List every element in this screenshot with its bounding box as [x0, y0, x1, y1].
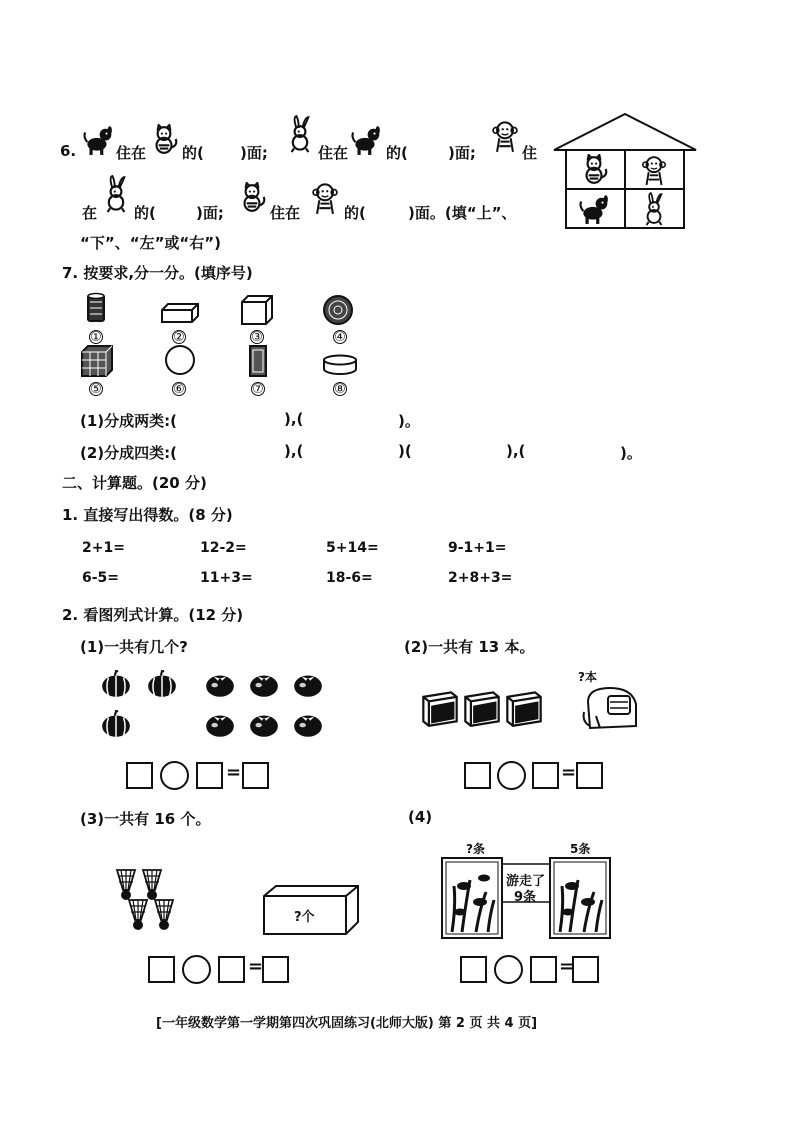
cube-icon: [240, 294, 274, 326]
answer-box[interactable]: [532, 762, 559, 789]
answer-box[interactable]: [242, 762, 269, 789]
arith-item: 11+3=: [200, 570, 253, 586]
ball-icon: [322, 294, 354, 326]
arith-item: 18-6=: [326, 570, 373, 586]
operator-circle[interactable]: [182, 955, 211, 984]
shuttlecock-icon: [126, 898, 150, 932]
q6-text: 住在: [270, 204, 301, 222]
q1-title: 1. 直接写出得数。(8 分): [62, 506, 233, 524]
item-label: ⑥: [173, 382, 185, 397]
pumpkin-icon: [146, 670, 178, 698]
equals-sign: =: [248, 956, 264, 977]
unknown-fish-label: ?条: [466, 842, 485, 856]
page-footer: [一年级数学第一学期第四次巩固练习(北师大版) 第 2 页 共 4 页]: [156, 1016, 538, 1031]
q7-sub2-label: (2)分成四类:(: [80, 444, 178, 462]
q6-text: 的(: [134, 204, 156, 222]
swim-away-count: 9条: [514, 890, 537, 905]
arith-item: 6-5=: [82, 570, 120, 586]
answer-box[interactable]: [218, 956, 245, 983]
answer-box[interactable]: [126, 762, 153, 789]
disc-cylinder-icon: [322, 354, 358, 376]
q6-text: 的(: [182, 144, 204, 162]
equals-sign: =: [226, 762, 242, 783]
fish-tank-right: [548, 856, 612, 940]
q7-sub2-separator: ),(: [284, 442, 304, 460]
book-icon: [504, 688, 544, 728]
item-label: ③: [251, 330, 263, 345]
q6-text: 住: [522, 144, 538, 162]
circle-ball-icon: [164, 344, 196, 376]
box-unknown-label: ?个: [294, 910, 315, 925]
rabbit-icon: [282, 114, 318, 154]
item-label: ①: [90, 330, 102, 345]
cylinder-can-icon: [86, 292, 106, 324]
rabbit-icon: [98, 174, 134, 214]
q6-text: 在: [82, 204, 98, 222]
shuttlecock-icon: [140, 868, 164, 902]
operator-circle[interactable]: [494, 955, 523, 984]
monkey-icon: [308, 180, 342, 216]
tomato-icon: [292, 670, 324, 698]
equals-sign: =: [559, 956, 575, 977]
q6-text: 住在: [318, 144, 349, 162]
house-diagram: [552, 112, 698, 230]
unknown-books-label: ?本: [578, 670, 597, 684]
q6-text: )面;: [240, 144, 268, 162]
operator-circle[interactable]: [160, 761, 189, 790]
item-label: ⑤: [90, 382, 102, 397]
item-label: ⑧: [334, 382, 346, 397]
q6-text: )面;: [448, 144, 476, 162]
tall-cuboid-icon: [248, 344, 268, 378]
answer-box[interactable]: [530, 956, 557, 983]
dog-icon: [82, 124, 114, 156]
backpack-icon: [580, 682, 650, 732]
shuttlecock-icon: [114, 868, 138, 902]
problem-2-label: (2)一共有 13 本。: [404, 638, 535, 656]
answer-box[interactable]: [460, 956, 487, 983]
q7-sub1-end: )。: [398, 412, 420, 430]
dog-icon: [350, 124, 382, 156]
q6-text: )面;: [196, 204, 224, 222]
item-label: ⑦: [252, 382, 264, 397]
rubiks-cube-icon: [80, 344, 114, 378]
tomato-icon: [204, 670, 236, 698]
tomato-icon: [248, 710, 280, 738]
q7-sub1-separator: ),(: [284, 410, 304, 428]
q7-title: 7. 按要求,分一分。(填序号): [62, 264, 253, 282]
answer-box[interactable]: [572, 956, 599, 983]
tomato-icon: [292, 710, 324, 738]
operator-circle[interactable]: [497, 761, 526, 790]
q6-text: 的(: [344, 204, 366, 222]
answer-box[interactable]: [148, 956, 175, 983]
problem-4-label: (4): [408, 808, 433, 826]
answer-box[interactable]: [576, 762, 603, 789]
item-label: ②: [173, 330, 185, 345]
cat-icon: [148, 124, 180, 156]
problem-1-label: (1)一共有几个?: [80, 638, 188, 656]
tomato-icon: [204, 710, 236, 738]
q7-sub2-separator: ),(: [506, 442, 526, 460]
answer-box[interactable]: [196, 762, 223, 789]
section-title: 二、计算题。(20 分): [62, 474, 207, 492]
cuboid-icon: [160, 302, 200, 324]
swim-away-text: 游走了: [506, 874, 546, 889]
answer-box[interactable]: [262, 956, 289, 983]
fish-tank-left: [440, 856, 504, 940]
q6-text: 的(: [386, 144, 408, 162]
monkey-icon: [488, 118, 522, 154]
q7-sub2-end: )。: [620, 444, 642, 462]
shuttlecock-icon: [152, 898, 176, 932]
book-icon: [420, 688, 460, 728]
equals-sign: =: [561, 762, 577, 783]
q6-text: )面。(填“上”、: [408, 204, 517, 222]
q7-sub2-separator: )(: [398, 442, 412, 460]
item-label: ④: [334, 330, 346, 345]
pumpkin-icon: [100, 670, 132, 698]
answer-box[interactable]: [464, 762, 491, 789]
q7-sub1-label: (1)分成两类:(: [80, 412, 178, 430]
arith-item: 2+8+3=: [448, 570, 513, 586]
question-number: 6.: [60, 142, 77, 160]
q2-title: 2. 看图列式计算。(12 分): [62, 606, 244, 624]
tomato-icon: [248, 670, 280, 698]
book-icon: [462, 688, 502, 728]
arith-item: 5+14=: [326, 540, 379, 556]
arith-item: 2+1=: [82, 540, 125, 556]
q6-text: “下”、“左”或“右”): [80, 234, 222, 252]
arith-item: 12-2=: [200, 540, 247, 556]
problem-3-label: (3)一共有 16 个。: [80, 810, 211, 828]
arith-item: 9-1+1=: [448, 540, 507, 556]
pumpkin-icon: [100, 710, 132, 738]
cat-icon: [236, 182, 268, 214]
q6-text: 住在: [116, 144, 147, 162]
fish-count-label: 5条: [570, 842, 591, 856]
